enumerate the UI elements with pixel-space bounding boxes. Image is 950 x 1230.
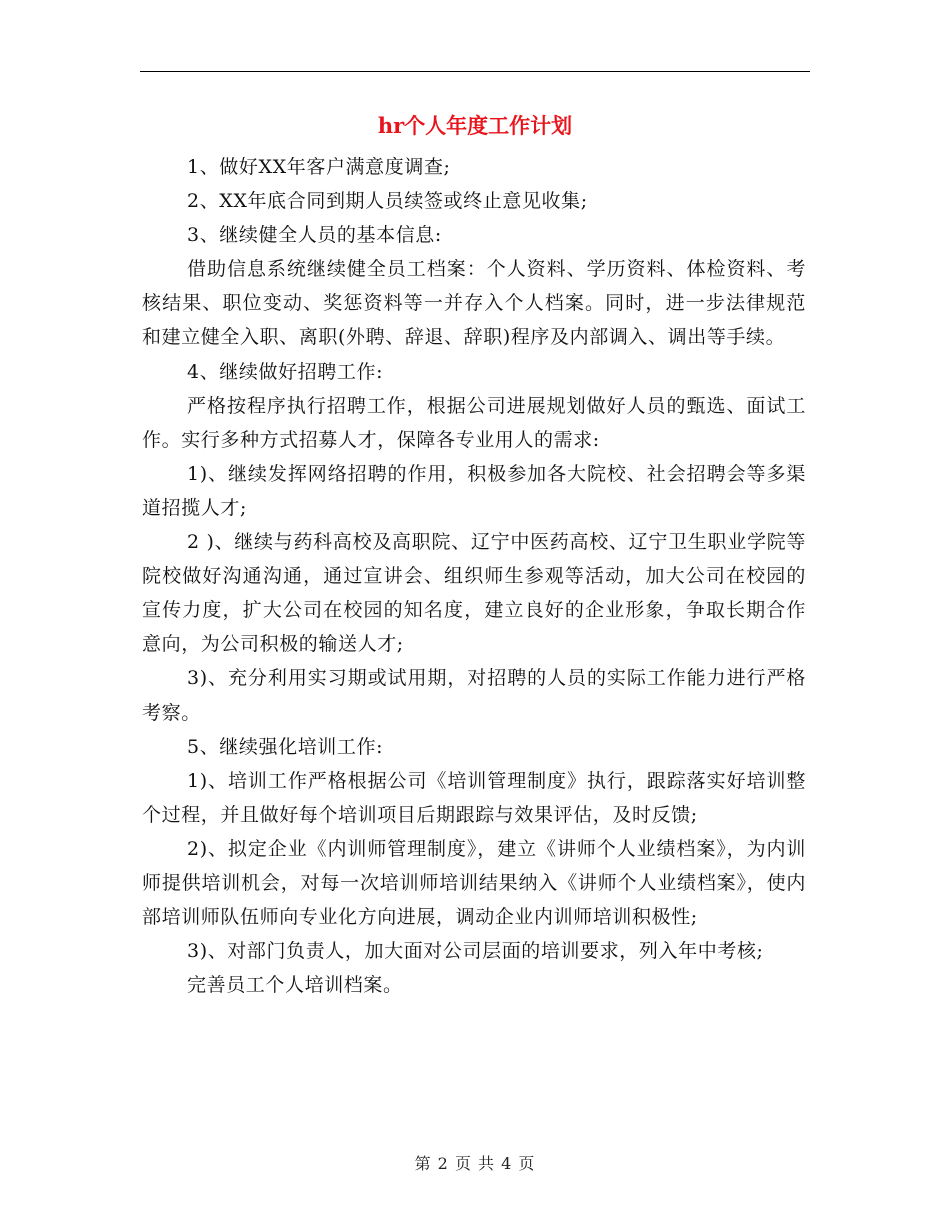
- document-title: hr个人年度工作计划: [377, 113, 573, 138]
- paragraph-item-5: 5、继续强化培训工作:: [187, 735, 384, 758]
- paragraph-item-3: 3、继续健全人员的基本信息:: [187, 224, 442, 247]
- paragraph-sub-item-3: 3)、充分利用实习期或试用期，对招聘的人员的实际工作能力进行严格考察。: [142, 667, 806, 724]
- paragraph-sub-item-2: 2 )、继续与药科高校及高职院、辽宁中医药高校、辽宁卫生职业学院等院校做好沟通沟通，通过宣讲会、组织师生参观等活动，加大公司在校园的宣传力度，扩大公司在校园的知名度，建立良好的企业形象，争取长期合作意向，为公司积极的输送人才;: [142, 531, 806, 656]
- paragraph-sub-item-1: 1)、继续发挥网络招聘的作用，积极参加各大院校、社会招聘会等多渠道招揽人才;: [142, 462, 806, 519]
- paragraph-recruitment: 严格按程序执行招聘工作，根据公司进展规划做好人员的甄选、面试工作。实行多种方式招募人才，保障各专业用人的需求:: [142, 394, 806, 451]
- paragraph-item-4: 4、继续做好招聘工作:: [187, 360, 384, 383]
- paragraph-training-sub-3: 3)、对部门负责人，加大面对公司层面的培训要求，列入年中考核;: [187, 940, 764, 963]
- paragraph-employee-records: 借助信息系统继续健全员工档案：个人资料、学历资料、体检资料、考核结果、职位变动、奖惩资料等一并存入个人档案。同时，进一步法律规范和建立健全入职、离职(外聘、辞退、辞职)程序及内部调入、调出等手续。: [142, 258, 806, 349]
- paragraph-training-records: 完善员工个人培训档案。: [187, 974, 403, 997]
- header-rule: [140, 71, 810, 72]
- paragraph-item-1: 1、做好XX年客户满意度调查;: [187, 156, 451, 178]
- paragraph-item-2: 2、XX年底合同到期人员续签或终止意见收集;: [187, 190, 588, 213]
- paragraph-training-sub-2: 2)、拟定企业《内训师管理制度》，建立《讲师个人业绩档案》，为内训师提供培训机会，对每一次培训师培训结果纳入《讲师个人业绩档案》，使内部培训师队伍师向专业化方向进展，调动企业内训师培训积极性;: [142, 837, 806, 929]
- document-body: [142, 150, 806, 1002]
- page-number-footer: 第 2 页 共 4 页: [414, 1154, 536, 1173]
- paragraph-training-sub-1: 1)、培训工作严格根据公司《培训管理制度》执行，跟踪落实好培训整个过程，并且做好每个培训项目后期跟踪与效果评估，及时反馈;: [142, 769, 806, 826]
